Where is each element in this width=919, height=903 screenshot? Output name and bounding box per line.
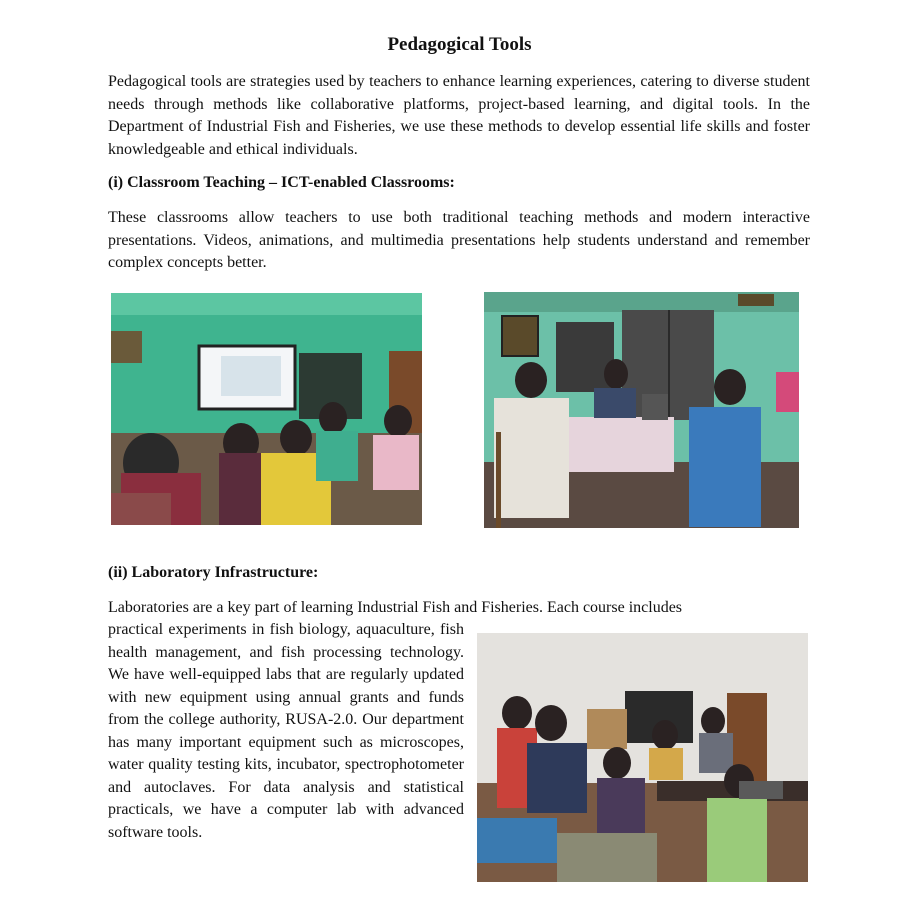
classroom-photo-projector	[111, 293, 422, 525]
classroom-photo-laptop	[484, 292, 799, 528]
laboratory-paragraph: practical experiments in fish biology, aquaculture, fish health management, and fish processing technology. We have well-equipped labs that are regularly updated with new equipment using annual grants and funds from the college authority, RUSA-2.0. Our department has many important equipment such as microscopes, water quality testing kits, incubator, spectrophotometer and autoclaves. For data analysis and statistical practicals, we have a computer lab with advanced software tools.	[108, 621, 464, 841]
intro-paragraph: Pedagogical tools are strategies used by teachers to enhance learning experiences, catering to diverse student needs through methods like collaborative platforms, project-based learning, and digital tools. In the Department of Industrial Fish and Fisheries, we use these methods to develop essential life skills and foster knowledgeable and ethical individuals.	[108, 73, 810, 158]
section-heading-classroom: (i) Classroom Teaching – ICT-enabled Classrooms:	[108, 174, 455, 191]
laboratory-photo	[477, 633, 808, 882]
section-heading-laboratory: (ii) Laboratory Infrastructure:	[108, 564, 319, 581]
laboratory-lead-line: Laboratories are a key part of learning Industrial Fish and Fisheries. Each course includes	[108, 599, 683, 616]
classroom-paragraph: These classrooms allow teachers to use both traditional teaching methods and modern interactive presentations. Videos, animations, and multimedia presentations help students understand and remember complex concepts better.	[108, 209, 810, 271]
page-title: Pedagogical Tools	[387, 34, 532, 55]
